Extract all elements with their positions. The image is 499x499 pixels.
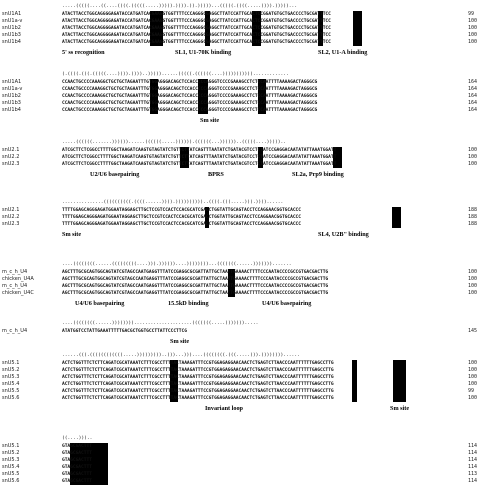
sequence-row bbox=[0, 290, 499, 297]
sequence-length: 100 bbox=[468, 154, 478, 160]
sequence-text: GTAGCGACTTT bbox=[62, 458, 92, 463]
sequence-row bbox=[0, 367, 499, 374]
sequence-row bbox=[0, 161, 499, 168]
sequence-text: ACTCTGGTTTCTCTTCAGATCGCATAAATCTTTCGCCTTTTACTAAAGATTTCCGTGGAGAGGAACAACTCTGAGTCTTAACCCAATTTTTTGAGCCTTG bbox=[62, 375, 334, 380]
sequence-name: m_c_h_U4 bbox=[2, 283, 28, 289]
sequence-row bbox=[0, 100, 499, 107]
sequence-text: AGCTTTGCGCAGTGGCAGTATCGTAGCCAATGAGGTTTATCCGAGGCGCGATTATTGCTAATTGAAAACTTTTCCCAATACCCCGCCGTGACGACTTG bbox=[62, 277, 329, 282]
sequence-name: chicken_U4A bbox=[2, 276, 34, 282]
sequence-text: ATACTTACCTGGCAGGGGAGATACCATGATCACGAAGGTGGTTTTCCCAGGGCGAGGCTTATCCATTGCACTCCGGATGTGCTGACCCCTGCGATTTCC bbox=[62, 26, 331, 31]
sequence-row bbox=[0, 381, 499, 388]
sequence-length: 99 bbox=[468, 11, 475, 17]
sequence-name: snU5.4 bbox=[2, 381, 20, 387]
sequence-text: ATCGCTTCTCGGCCTTTTGGCTAAGATCAAGTGTAGTATCTGTTCTTATCAGTTTAATATCTGATACGTCCTCTATCCGAGGACAATATATTAAATGGATT bbox=[62, 155, 337, 160]
feature-caption: 15.5kD binding bbox=[168, 300, 209, 307]
sequence-row bbox=[0, 107, 499, 114]
sequence-length: 100 bbox=[468, 25, 478, 31]
sequence-row bbox=[0, 39, 499, 46]
sequence-name: snU5.5 bbox=[2, 471, 20, 477]
sequence-row bbox=[0, 443, 499, 450]
sequence-name: snU1b3 bbox=[2, 32, 21, 38]
sequence-length: 100 bbox=[468, 147, 478, 153]
sequence-length: 188 bbox=[468, 221, 478, 227]
sequence-text: GTAGCGACTTT bbox=[62, 451, 92, 456]
sequence-text: ATATGGTCCTATTGAAATTTTTGACGCTGGTGCCTTATTCCCTTCG bbox=[62, 329, 187, 334]
sequence-length: 114 bbox=[468, 478, 478, 484]
sequence-length: 164 bbox=[468, 79, 478, 85]
feature-caption: 5' ss recognition bbox=[62, 49, 105, 56]
sequence-length: 100 bbox=[468, 290, 478, 296]
sequence-name: snU2.2 bbox=[2, 154, 20, 160]
feature-caption: SL2, U1-A binding bbox=[318, 49, 368, 56]
sequence-text: AGCTTTGCGCAGTGGCAGTATCGTAGCCAATGAGGTTTATCCGAGGCGCGATTATTGCTAATTGAAAACTTTTCCCAATACCCCGCCGTGACGACTTG bbox=[62, 291, 329, 296]
sequence-length: 114 bbox=[468, 443, 478, 449]
sequence-text: ATCGCTTCTCGGCCTTTTGGCTAAGATCAAGTGTAGTATCTGTTCTTATCAGTTTAATATCTGATACGTCCTCTATCCGAGGACAATATATTAAATGGATT bbox=[62, 162, 337, 167]
sequence-length: 100 bbox=[468, 360, 478, 366]
sequence-row bbox=[0, 79, 499, 86]
sequence-length: 113 bbox=[468, 471, 478, 477]
sequence-name: snU1a-v bbox=[2, 86, 23, 92]
sequence-text: ATACTTACCTGGCAGGGGAGATACCATGATCACGAAGGTGGTTTTCCCAGGGCGAGGCTTATCCATTGCACTCCGGATGTGCTGACCCCTGCGATTTCC bbox=[62, 33, 331, 38]
sequence-name: snU5.3 bbox=[2, 374, 20, 380]
feature-caption: Sm site bbox=[62, 231, 82, 238]
sequence-text: TTTTGGAGCAGGGAGATGGAATAGGAGCTTGCTCCGTCCACTCCACGCATCGACCTGGTATTGCAGTACCTCCAGGAACGGTGCACCC bbox=[62, 215, 301, 220]
sequence-row bbox=[0, 395, 499, 402]
sequence-text: AGCTTTGCGCAGTGGCAGTATCGTAGCCAATGAGGTTTATCCGAGGCGCGATTATTGCTAATTGAAAACTTTTCCCAATACCCCGCCGTGACGACTTG bbox=[62, 270, 329, 275]
sequence-name: snU2.2 bbox=[2, 214, 20, 220]
sequence-name: snU5.2 bbox=[2, 367, 20, 373]
sequence-name: snU2.1 bbox=[2, 147, 20, 153]
sequence-row bbox=[0, 269, 499, 276]
sequence-length: 164 bbox=[468, 86, 478, 92]
sequence-length: 100 bbox=[468, 269, 478, 275]
feature-caption: Sm site bbox=[170, 338, 190, 345]
sequence-length: 114 bbox=[468, 450, 478, 456]
sequence-length: 100 bbox=[468, 395, 478, 401]
sequence-row bbox=[0, 388, 499, 395]
sequence-text: GTAGCGACTTT bbox=[62, 472, 92, 477]
sequence-row bbox=[0, 221, 499, 228]
sequence-text: ACTCTGGTTTCTCTTCAGATCGCATAAATCTTTCGCCTTTTACTAAAGATTTCCGTGGAGAGGAACAACTCTGAGTCTTAACCCAATTTTTTGAGCCTTG bbox=[62, 382, 334, 387]
feature-caption: U4/U6 basepairing bbox=[75, 300, 125, 307]
sequence-text: ACTCTGGTTTCTCTTCAGATCGCATAAATCTTTCGCCTTTTACTAAAGATTTCCGTGGAGAGGAACAACTCTGAGTCTTAACCCAATTTTTTGAGCCTTG bbox=[62, 361, 334, 366]
sequence-length: 114 bbox=[468, 457, 478, 463]
sequence-name: snU5.2 bbox=[2, 450, 20, 456]
sequence-row bbox=[0, 214, 499, 221]
sequence-name: snU5.6 bbox=[2, 478, 20, 484]
sequence-length: 145 bbox=[468, 328, 478, 334]
sequence-name: snU5.4 bbox=[2, 464, 20, 470]
sequence-text: TTTTGGAGCAGGGAGATGGAATAGGAGCTTGCTCCGTCCACTCCACGCATCGACCTGGTATTGCAGTACCTCCAGGAACGGTGCACCC bbox=[62, 222, 301, 227]
feature-caption: BPRS bbox=[208, 171, 224, 178]
sequence-name: snU1b4 bbox=[2, 107, 21, 113]
sequence-length: 188 bbox=[468, 214, 478, 220]
sequence-length: 100 bbox=[468, 161, 478, 167]
sequence-length: 164 bbox=[468, 107, 478, 113]
sequence-row bbox=[0, 471, 499, 478]
sequence-name: snU1A1 bbox=[2, 79, 22, 85]
sequence-row bbox=[0, 207, 499, 214]
sequence-text: GTAGCGACTTT bbox=[62, 479, 92, 484]
sequence-row bbox=[0, 154, 499, 161]
sequence-text: ACTCTGGTTTCTCTTCAGATCGCATAAATCTTTCGCCTTTTACTAAAGATTTCCGTGGAGAGGAACAACTCTGAGTCTTAACCCAATTTTTTGAGCCTTG bbox=[62, 396, 334, 401]
feature-caption: SL4, U2B'' binding bbox=[318, 231, 369, 238]
sequence-row bbox=[0, 32, 499, 39]
sequence-text: AGCTTTGCGCAGTGGCAGTATCGTAGCCAATGAGGTTTATCCGAGGCGCGATTATTGCTAATTGAAAACTTTTCCCAATACCCCGCCGTGACGACTTG bbox=[62, 284, 329, 289]
secondary-structure-line: ((....))).. bbox=[62, 436, 93, 441]
feature-caption: Invariant loop bbox=[205, 405, 243, 412]
sequence-text: ACTCTGGTTTCTCTTCAGATCGCATAAATCTTTCGCCTTTTACTAAAGATTTCCGTGGAGAGGAACAACTCTGAGTCTTAACCCAATTTTTTGAGCCTTG bbox=[62, 368, 334, 373]
sequence-name: snU1b3 bbox=[2, 100, 21, 106]
sequence-row bbox=[0, 374, 499, 381]
sequence-text: ATACTTACCTGGCAGGGGAGATACCATGATCACGAAGGTGGTTTTCCCAGGGCGAGGCTTATCCATTGCACTCCGGATGTGCTGACCCCTGCGATTTCC bbox=[62, 12, 331, 17]
sequence-length: 164 bbox=[468, 100, 478, 106]
feature-caption: U4/U6 basepairing bbox=[262, 300, 312, 307]
feature-caption: SL1, U1-70K binding bbox=[175, 49, 232, 56]
secondary-structure-line: ....((((((((......)))))))).....................(((((((.....)))))))..... bbox=[62, 321, 259, 326]
secondary-structure-line: (.((((.(((.(((((....)))).))))..)))))......(((((.((((((....)))))))))))............. bbox=[62, 72, 289, 77]
sequence-name: snU1b2 bbox=[2, 25, 21, 31]
sequence-row bbox=[0, 25, 499, 32]
sequence-text: GTAGCGACTTT bbox=[62, 465, 92, 470]
sequence-text: CCAACTGCCCCAAAGGCTGCTGCTAGAATTTGTGGAGGGACAGCTCCACCCCCAGGGTCCCCGAAAGCCTCTCCAATTTTAAAAGACTAGGGCG bbox=[62, 94, 318, 99]
sequence-row bbox=[0, 360, 499, 367]
sequence-text: CCAACTGCCCCAAAGGCTGCTGCTAGAATTTGTGGAGGGACAGCTCCACCCCCAGGGTCCCCGAAAGCCTCTCCAATTTTAAAAGACTAGGGCG bbox=[62, 87, 318, 92]
sequence-name: snU1A1 bbox=[2, 11, 22, 17]
sequence-row bbox=[0, 93, 499, 100]
sequence-text: ATCGCTTCTCGGCCTTTTGGCTAAGATCAAGTGTAGTATCTGTTCTTATCAGTTTAATATCTGATACGTCCTCTATCCGAGGACAATATATTAAATGGATT bbox=[62, 148, 337, 153]
sequence-row bbox=[0, 276, 499, 283]
sequence-name: snU2.3 bbox=[2, 161, 20, 167]
sequence-text: ATACTTACCTGGCAGGGGAGATACCATGATCACGAAGGTGGTTTTCCCAGGGCGAGGCTTATCCATTGCACTCCGGATGTGCTGACCCCTGCGATTTCC bbox=[62, 40, 331, 45]
feature-caption: Sm site bbox=[200, 117, 220, 124]
sequence-length: 100 bbox=[468, 18, 478, 24]
sequence-length: 100 bbox=[468, 381, 478, 387]
sequence-row bbox=[0, 328, 499, 335]
sequence-text: CCAACTGCCCCAAAGGCTGCTGCTAGAATTTGTGGAGGGACAGCTCCACCCCCAGGGTCCCCGAAAGCCTCTCCAATTTTAAAAGACTAGGGCG bbox=[62, 80, 318, 85]
sequence-text: CCAACTGCCCCAAAGGCTGCTGCTAGAATTTGTGGAGGGACAGCTCCACCCCCAGGGTCCCCGAAAGCCTCTCCAATTTTAAAAGACTAGGGCG bbox=[62, 108, 318, 113]
sequence-text: TTTTGGAGCAGGGAGATGGAATAGGAGCTTGCTCCGTCCACTCCACGCATCGACCTGGTATTGCAGTACCTCCAGGAACGGTGCACCC bbox=[62, 208, 301, 213]
sequence-length: 100 bbox=[468, 39, 478, 45]
secondary-structure-line: ...............((((((((((.((((......)))).))))))))))..((((.(((.....))).))))...... bbox=[62, 200, 284, 205]
sequence-name: snU5.1 bbox=[2, 443, 20, 449]
sequence-name: snU5.6 bbox=[2, 395, 20, 401]
sequence-length: 100 bbox=[468, 276, 478, 282]
sequence-length: 164 bbox=[468, 93, 478, 99]
sequence-row bbox=[0, 464, 499, 471]
sequence-name: m_c_h_U4 bbox=[2, 328, 28, 334]
sequence-length: 100 bbox=[468, 32, 478, 38]
sequence-name: snU2.3 bbox=[2, 221, 20, 227]
sequence-row bbox=[0, 18, 499, 25]
secondary-structure-line: ....((((((((......(((((((((....))).))))))....))))))))...(((((((......)))))))....... bbox=[62, 262, 292, 267]
sequence-row bbox=[0, 450, 499, 457]
feature-caption: U2/U6 basepairing bbox=[90, 171, 140, 178]
sequence-name: snU5.5 bbox=[2, 388, 20, 394]
sequence-row bbox=[0, 283, 499, 290]
sequence-name: snU5.1 bbox=[2, 360, 20, 366]
sequence-row bbox=[0, 478, 499, 485]
sequence-length: 188 bbox=[468, 207, 478, 213]
sequence-row bbox=[0, 86, 499, 93]
sequence-length: 114 bbox=[468, 464, 478, 470]
feature-caption: Sm site bbox=[390, 405, 410, 412]
sequence-length: 100 bbox=[468, 283, 478, 289]
sequence-name: snU5.3 bbox=[2, 457, 20, 463]
sequence-row bbox=[0, 11, 499, 18]
secondary-structure-line: ......(((.((((((((((((.....)))))))))..)))...)))....((((((((.(((.....))).))))))))...... bbox=[62, 353, 300, 358]
sequence-length: 100 bbox=[468, 374, 478, 380]
sequence-row bbox=[0, 147, 499, 154]
secondary-structure-line: .....(((((....((....((((.(((((.....))))).)))).)).)))))...(((((.((((.....)))).)))))... bbox=[62, 4, 298, 9]
sequence-name: m_c_h_U4 bbox=[2, 269, 28, 275]
sequence-text: CCAACTGCCCCAAAGGCTGCTGCTAGAATTTGTGGAGGGACAGCTCCACCCCCAGGGTCCCCGAAAGCCTCTCCAATTTTAAAAGACTAGGGCG bbox=[62, 101, 318, 106]
sequence-text: ATACTTACCTGGCAGGGGAGATACCATGATCACGAAGGTGGTTTTCCCAGGGCGAGGCTTATCCATTGCACTCCGGATGTGCTGACCCCTGCGATTTCC bbox=[62, 19, 331, 24]
sequence-name: snU1b2 bbox=[2, 93, 21, 99]
sequence-name: snU1a-v bbox=[2, 18, 23, 24]
sequence-length: 99 bbox=[468, 388, 475, 394]
sequence-length: 100 bbox=[468, 367, 478, 373]
sequence-name: snU1b4 bbox=[2, 39, 21, 45]
feature-caption: SL2a, Prp9 binding bbox=[292, 171, 344, 178]
sequence-name: chicken_U4C bbox=[2, 290, 34, 296]
secondary-structure-line: .....((((((.......))))))......((((((.....)))))).((((((...))))))..(((((....))))).. bbox=[62, 140, 287, 145]
sequence-text: GTAGCGACTTT bbox=[62, 444, 92, 449]
sequence-name: snU2.1 bbox=[2, 207, 20, 213]
sequence-text: ACTCTGGTTTCTCTTCAGATCGCATAAATCTTTCGCCTTTTACTAAAGATTTCCGTGGAGAGGAACAACTCTGAGTCTTAACCCAATTTTTTGAGCCTTG bbox=[62, 389, 334, 394]
sequence-row bbox=[0, 457, 499, 464]
